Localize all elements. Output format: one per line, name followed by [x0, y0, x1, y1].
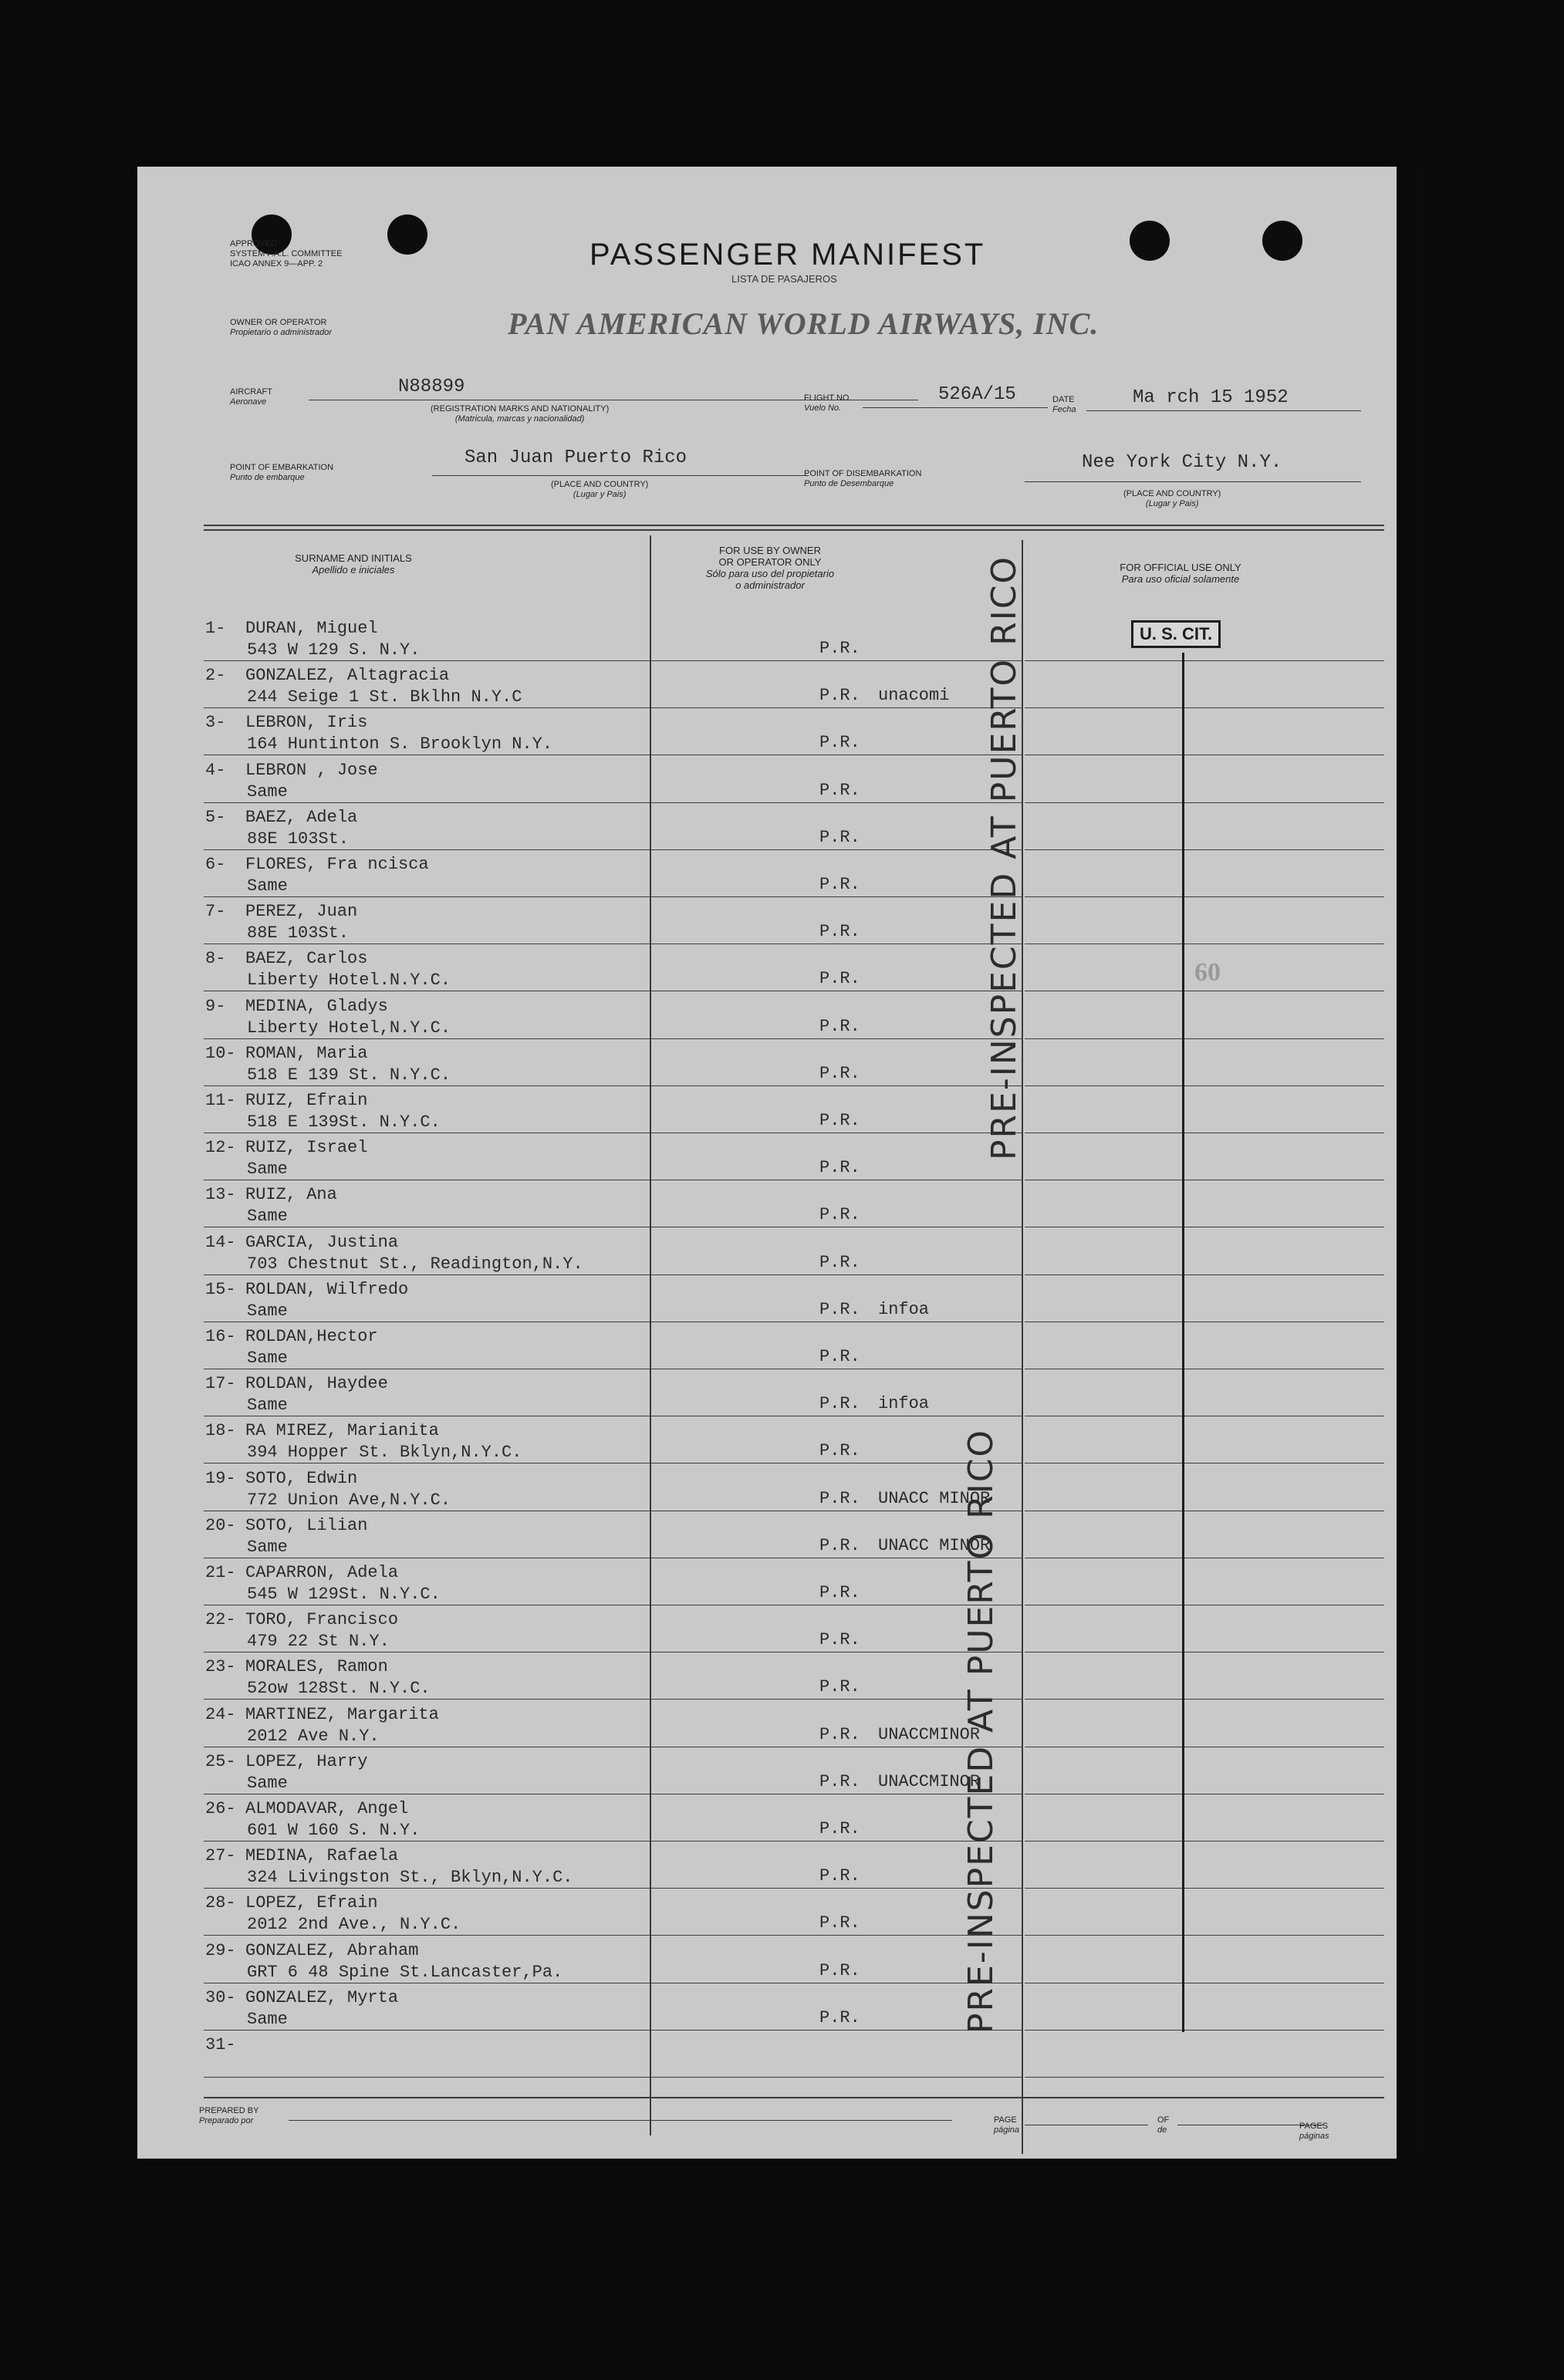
- passenger-name: DURAN, Miguel: [245, 619, 378, 638]
- row-divider-right: [1025, 1888, 1384, 1889]
- passenger-address: 601 W 160 S. N.Y.: [247, 1821, 421, 1840]
- page-label: PAGE página: [994, 2115, 1020, 2135]
- passenger-origin: P.R.: [819, 1063, 860, 1083]
- row-divider-right: [1025, 707, 1384, 708]
- row-divider-right: [1025, 1841, 1384, 1842]
- row-divider-right: [1025, 1085, 1384, 1086]
- row-divider-left: [204, 1699, 650, 1700]
- passenger-address: Same: [247, 1396, 288, 1416]
- row-divider-mid: [651, 1274, 1022, 1275]
- passenger-name: GARCIA, Justina: [245, 1232, 399, 1252]
- passenger-number: 7-: [205, 902, 226, 922]
- faint-number: 60: [1194, 958, 1221, 987]
- row-divider-right: [1025, 2030, 1384, 2031]
- passenger-origin: P.R.: [819, 1960, 860, 1980]
- table-bottom-rule: [204, 2097, 1384, 2098]
- passenger-origin: P.R.: [819, 922, 860, 942]
- row-divider-mid: [651, 1085, 1022, 1086]
- us-cit-stamp: U. S. CIT.: [1131, 620, 1221, 648]
- passenger-address: Liberty Hotel.N.Y.C.: [247, 971, 451, 991]
- row-divider-left: [204, 2077, 650, 2078]
- operator-logo: PAN AMERICAN WORLD AIRWAYS, INC.: [508, 306, 1100, 341]
- row-divider-left: [204, 1038, 650, 1039]
- passenger-origin: P.R.: [819, 1394, 860, 1414]
- passenger-origin: P.R.: [819, 1583, 860, 1602]
- passenger-origin: P.R.: [819, 1488, 860, 1508]
- passenger-name: CAPARRON, Adela: [245, 1563, 399, 1582]
- row-divider-left: [204, 707, 650, 708]
- embarkation-place-note: (PLACE AND COUNTRY) (Lugar y Pais): [551, 480, 649, 499]
- row-divider-left: [204, 849, 650, 850]
- row-divider-left: [204, 1888, 650, 1889]
- of-label: OF de: [1157, 2115, 1170, 2135]
- passenger-address: 164 Huntinton S. Brooklyn N.Y.: [247, 734, 553, 755]
- passenger-number: 28-: [205, 1893, 236, 1913]
- passenger-origin: P.R.: [819, 639, 860, 658]
- passenger-origin: P.R.: [819, 1913, 860, 1933]
- row-divider-right: [1025, 896, 1384, 897]
- passenger-name: LEBRON , Jose: [245, 760, 378, 780]
- passenger-origin: P.R.: [819, 2007, 860, 2027]
- passenger-address: 2012 2nd Ave., N.Y.C.: [247, 1915, 461, 1935]
- passenger-name: GONZALEZ, Altagracia: [245, 666, 450, 686]
- passenger-address: Same: [247, 1207, 288, 1227]
- pre-inspected-stamp-upper: PRE-INSPECTED AT PUERTO RICO: [985, 555, 1024, 1160]
- aircraft-value: N88899: [398, 376, 465, 397]
- approval-block: [230, 239, 342, 269]
- row-divider-left: [204, 896, 650, 897]
- passenger-note: unacomi: [878, 686, 950, 706]
- passenger-note: UNACCMINOR: [878, 1724, 981, 1744]
- passenger-address: Same: [247, 1773, 288, 1793]
- embarkation-value: San Juan Puerto Rico: [464, 447, 687, 468]
- passenger-number: 12-: [205, 1138, 236, 1158]
- row-divider-right: [1025, 2077, 1384, 2078]
- row-divider-right: [1025, 802, 1384, 803]
- passenger-number: 21-: [205, 1563, 236, 1582]
- row-divider-mid: [651, 707, 1022, 708]
- passenger-number: 8-: [205, 949, 226, 969]
- owner-label: OWNER OR OPERATOR Propietario o administrador: [230, 318, 333, 337]
- aircraft-label: AIRCRAFT Aeronave: [230, 387, 272, 407]
- passenger-number: 13-: [205, 1185, 236, 1205]
- row-divider-right: [1025, 1935, 1384, 1936]
- passenger-note: UNACCMINOR: [878, 1771, 981, 1791]
- passenger-name: RUIZ, Efrain: [245, 1091, 368, 1110]
- passenger-origin: P.R.: [819, 686, 860, 706]
- surname-column-header: SURNAME AND INITIALS Apellido e iniciales: [295, 552, 412, 576]
- passenger-name: BAEZ, Carlos: [245, 949, 368, 969]
- row-divider-left: [204, 1841, 650, 1842]
- passenger-address: 772 Union Ave,N.Y.C.: [247, 1490, 451, 1510]
- prepared-by-label: PREPARED BY Preparado por: [199, 2106, 259, 2125]
- column-divider-1: [650, 535, 651, 2135]
- passenger-number: 4-: [205, 760, 226, 780]
- disembarkation-value: Nee York City N.Y.: [1082, 452, 1282, 473]
- passenger-origin: P.R.: [819, 733, 860, 753]
- disembarkation-underline: [1025, 481, 1361, 482]
- passenger-name: MARTINEZ, Margarita: [245, 1704, 439, 1724]
- passenger-number: 5-: [205, 807, 226, 827]
- passenger-address: Same: [247, 2009, 288, 2029]
- passenger-origin: P.R.: [819, 1771, 860, 1791]
- committee-text: SYSTEM F.A.L. COMMITTEE: [230, 249, 343, 258]
- table-top-rule: [204, 525, 1384, 526]
- official-use-column-header: FOR OFFICIAL USE ONLY Para uso oficial solamente: [1120, 562, 1241, 585]
- passenger-number: 29-: [205, 1940, 236, 1960]
- passenger-address: 543 W 129 S. N.Y.: [247, 640, 421, 660]
- row-divider-left: [204, 660, 650, 661]
- passenger-number: 27-: [205, 1846, 236, 1866]
- row-divider-left: [204, 2030, 650, 2031]
- passenger-origin: P.R.: [819, 1677, 860, 1697]
- row-divider-left: [204, 1935, 650, 1936]
- passenger-number: 16-: [205, 1327, 236, 1346]
- passenger-address: Same: [247, 1537, 288, 1557]
- registration-note: (REGISTRATION MARKS AND NATIONALITY) (Matricula, marcas y nacionalidad): [431, 404, 610, 424]
- passenger-address: Liberty Hotel,N.Y.C.: [247, 1018, 451, 1038]
- row-divider-mid: [651, 1038, 1022, 1039]
- passenger-address: 545 W 129St. N.Y.C.: [247, 1585, 441, 1604]
- row-divider-right: [1025, 849, 1384, 850]
- passenger-name: MEDINA, Rafaela: [245, 1846, 399, 1866]
- passenger-origin: P.R.: [819, 1111, 860, 1130]
- passenger-address: 88E 103St.: [247, 923, 350, 944]
- passenger-address: 2012 Ave N.Y.: [247, 1726, 380, 1746]
- flight-underline: [863, 407, 1048, 408]
- passenger-name: TORO, Francisco: [245, 1610, 399, 1630]
- passenger-number: 10-: [205, 1043, 236, 1063]
- punch-hole: [1130, 221, 1170, 261]
- passenger-number: 25-: [205, 1751, 236, 1771]
- passenger-origin: P.R.: [819, 827, 860, 847]
- passenger-address: 703 Chestnut St., Readington,N.Y.: [247, 1254, 583, 1274]
- passenger-note: infoa: [878, 1299, 930, 1319]
- row-divider-mid: [651, 802, 1022, 803]
- punch-hole: [387, 214, 427, 255]
- passenger-name: ROMAN, Maria: [245, 1043, 368, 1063]
- passenger-name: RA MIREZ, Marianita: [245, 1421, 439, 1441]
- row-divider-left: [204, 802, 650, 803]
- row-divider-mid: [651, 660, 1022, 661]
- row-divider-right: [1025, 1274, 1384, 1275]
- passenger-name: GONZALEZ, Myrta: [245, 1987, 399, 2007]
- passenger-address: 52ow 128St. N.Y.C.: [247, 1679, 431, 1699]
- passenger-address: Same: [247, 1349, 288, 1368]
- page-subtitle: LISTA DE PASAJEROS: [731, 273, 837, 285]
- passenger-number: 19-: [205, 1468, 236, 1488]
- passenger-name: RUIZ, Israel: [245, 1138, 368, 1158]
- date-label: DATE Fecha: [1052, 395, 1076, 414]
- row-divider-mid: [651, 849, 1022, 850]
- passenger-name: PEREZ, Juan: [245, 902, 358, 922]
- passenger-number: 26-: [205, 1799, 236, 1818]
- prepared-by-underline: [289, 2120, 952, 2121]
- passenger-note: UNACC MINOR: [878, 1488, 991, 1508]
- passenger-origin: P.R.: [819, 1441, 860, 1461]
- passenger-address: Same: [247, 876, 288, 896]
- owner-use-column-header: FOR USE BY OWNER OR OPERATOR ONLY Sólo para uso del propietario o administrador: [705, 545, 835, 591]
- passenger-note: infoa: [878, 1394, 930, 1414]
- passenger-number: 2-: [205, 666, 226, 686]
- passenger-address: 244 Seige 1 St. Bklhn N.Y.C: [247, 687, 522, 707]
- passenger-name: BAEZ, Adela: [245, 807, 358, 827]
- row-divider-right: [1025, 1038, 1384, 1039]
- passenger-address: 518 E 139St. N.Y.C.: [247, 1112, 441, 1132]
- passenger-origin: P.R.: [819, 875, 860, 894]
- passenger-number: 14-: [205, 1232, 236, 1252]
- passenger-address: 479 22 St N.Y.: [247, 1632, 390, 1652]
- passenger-name: SOTO, Lilian: [245, 1515, 368, 1535]
- us-cit-line: [1182, 653, 1184, 2032]
- passenger-name: MEDINA, Gladys: [245, 996, 388, 1016]
- passenger-origin: P.R.: [819, 1252, 860, 1272]
- passenger-name: ROLDAN, Wilfredo: [245, 1279, 409, 1299]
- passenger-number: 23-: [205, 1657, 236, 1677]
- row-divider-left: [204, 1274, 650, 1275]
- page-title: PASSENGER MANIFEST: [589, 238, 986, 272]
- pages-label: PAGES páginas: [1299, 2122, 1329, 2141]
- passenger-name: RUIZ, Ana: [245, 1185, 337, 1205]
- row-divider-right: [1025, 1699, 1384, 1700]
- passenger-number: 31-: [205, 2035, 236, 2054]
- passenger-number: 17-: [205, 1374, 236, 1394]
- passenger-name: ROLDAN,Hector: [245, 1327, 378, 1346]
- table-top-rule-2: [204, 529, 1384, 531]
- pre-inspected-stamp-lower: PRE-INSPECTED AT PUERTO RICO: [961, 1428, 1001, 2034]
- passenger-number: 9-: [205, 996, 226, 1016]
- passenger-origin: P.R.: [819, 1724, 860, 1744]
- passenger-origin: P.R.: [819, 1347, 860, 1366]
- approved-text: APPROVED: [230, 239, 278, 248]
- passenger-name: MORALES, Ramon: [245, 1657, 388, 1677]
- passenger-origin: P.R.: [819, 1630, 860, 1650]
- passenger-name: FLORES, Fra ncisca: [245, 855, 429, 874]
- flight-label: FLIGHT NO. Vuelo No.: [804, 393, 852, 413]
- passenger-number: 20-: [205, 1515, 236, 1535]
- row-divider-mid: [651, 2077, 1022, 2078]
- passenger-number: 18-: [205, 1421, 236, 1441]
- passenger-name: LOPEZ, Efrain: [245, 1893, 378, 1913]
- passenger-address: 518 E 139 St. N.Y.C.: [247, 1065, 451, 1085]
- passenger-name: ALMODAVAR, Angel: [245, 1799, 409, 1818]
- flight-value: 526A/15: [938, 384, 1016, 405]
- icao-text: ICAO ANNEX 9—APP. 2: [230, 259, 323, 268]
- passenger-number: 15-: [205, 1279, 236, 1299]
- passenger-number: 24-: [205, 1704, 236, 1724]
- passenger-origin: P.R.: [819, 780, 860, 800]
- row-divider-left: [204, 1085, 650, 1086]
- passenger-origin: P.R.: [819, 1158, 860, 1178]
- disembarkation-place-note: (PLACE AND COUNTRY) (Lugar y Pais): [1123, 489, 1221, 508]
- passenger-origin: P.R.: [819, 1016, 860, 1036]
- disembarkation-label: POINT OF DISEMBARKATION Punto de Desembarque: [804, 469, 922, 488]
- passenger-origin: P.R.: [819, 1535, 860, 1555]
- embarkation-label: POINT OF EMBARKATION Punto de embarque: [230, 463, 334, 482]
- embarkation-underline: [432, 475, 809, 476]
- passenger-address: Same: [247, 1301, 288, 1321]
- passenger-name: LEBRON, Iris: [245, 713, 368, 733]
- passenger-address: 88E 103St.: [247, 829, 350, 849]
- punch-hole: [1262, 221, 1302, 261]
- date-value: Ma rch 15 1952: [1133, 387, 1289, 408]
- passenger-number: 3-: [205, 713, 226, 733]
- passenger-number: 1-: [205, 619, 226, 638]
- passenger-name: SOTO, Edwin: [245, 1468, 358, 1488]
- passenger-number: 11-: [205, 1091, 236, 1110]
- passenger-name: GONZALEZ, Abraham: [245, 1940, 419, 1960]
- passenger-note: UNACC MINOR: [878, 1535, 991, 1555]
- passenger-address: 324 Livingston St., Bklyn,N.Y.C.: [247, 1868, 573, 1888]
- manifest-sheet: [137, 167, 1397, 2159]
- passenger-number: 30-: [205, 1987, 236, 2007]
- passenger-number: 6-: [205, 855, 226, 874]
- passenger-origin: P.R.: [819, 1819, 860, 1838]
- row-divider-right: [1025, 660, 1384, 661]
- passenger-address: Same: [247, 1160, 288, 1180]
- passenger-origin: P.R.: [819, 1299, 860, 1319]
- passenger-origin: P.R.: [819, 1205, 860, 1225]
- passenger-name: LOPEZ, Harry: [245, 1751, 368, 1771]
- passenger-name: ROLDAN, Haydee: [245, 1374, 388, 1394]
- passenger-address: GRT 6 48 Spine St.Lancaster,Pa.: [247, 1962, 563, 1982]
- date-underline: [1086, 410, 1361, 411]
- passenger-origin: P.R.: [819, 969, 860, 989]
- passenger-address: 394 Hopper St. Bklyn,N.Y.C.: [247, 1443, 522, 1463]
- row-divider-mid: [651, 896, 1022, 897]
- passenger-number: 22-: [205, 1610, 236, 1630]
- passenger-origin: P.R.: [819, 1866, 860, 1886]
- passenger-address: Same: [247, 782, 288, 802]
